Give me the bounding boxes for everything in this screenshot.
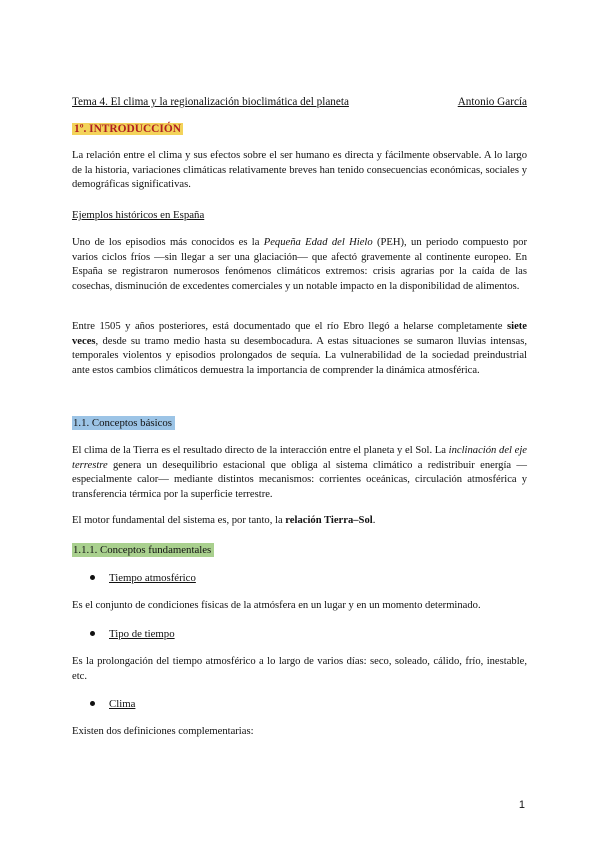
examples-heading: Ejemplos históricos en España xyxy=(72,209,205,221)
peh-paragraph xyxy=(72,236,527,294)
header-topic: Tema 4. El clima y la regionalización bioclimática del planeta xyxy=(72,96,349,108)
definition-clima: Existen dos definiciones complementarias: xyxy=(72,726,254,737)
motor-text-b: . xyxy=(372,515,376,526)
earth-sun-text-b: genera un desequilibrio estacional que obliga al sistema climático a redistribuir energía —especialmente calor— mediante distintos mecanismos: corrientes oceánicas, circulación atmosférica y transferencia térmica por la superficie terrestre. xyxy=(72,459,527,500)
earth-sun-emphasis: inclinación del eje terrestre xyxy=(72,445,527,471)
ebro-text-a: Entre 1505 y años posteriores, está documentado que el río Ebro llegó a helarse completamente xyxy=(72,321,507,332)
section-title-conceptos-fundamentales: 1.1.1. Conceptos fundamentales xyxy=(72,543,214,557)
peh-text-a: Uno de los episodios más conocidos es la xyxy=(72,237,264,248)
definition-tipo-de-tiempo: Es la prolongación del tiempo atmosférico a lo largo de varios días: seco, soleado, cálido, frío, inestable, etc. xyxy=(72,656,527,682)
ebro-text-b: , desde su tramo medio hasta su desembocadura. A estas situaciones se sumaron lluvias intensas, temporales violentos y episodios prolongados de sequía. La vulnerabilidad de la sociedad preindustrial ante estos cambios climáticos demuestra la importancia de comprender la dinámica atmosférica. xyxy=(72,335,527,376)
motor-text-a: El motor fundamental del sistema es, por tanto, la xyxy=(72,515,286,526)
section-title-introduccion: 1º. INTRODUCCIÓN xyxy=(74,123,181,135)
bullet-dot-icon xyxy=(90,701,95,706)
bullet-clima xyxy=(90,698,135,710)
definition-tiempo-atmosferico: Es el conjunto de condiciones físicas de la atmósfera en un lugar y en un momento determinado. xyxy=(72,600,481,611)
earth-sun-text-a: El clima de la Tierra es el resultado directo de la interacción entre el planeta y el Sol. La xyxy=(72,445,449,456)
document-page xyxy=(72,0,527,848)
peh-text-b: (PEH), un periodo compuesto por varios ciclos fríos —sin llegar a ser una glaciación— que afectó gravemente al continente europeo. En España se registraron numerosos fenómenos climáticos extremos: crisis agrarias por la caída de las cosechas, disminución de excedentes comerciales y un notable impacto en la disponibilidad de alimentos. xyxy=(72,237,527,292)
intro-paragraph: La relación entre el clima y sus efectos sobre el ser humano es directa y fácilmente observable. A lo largo de la historia, variaciones climáticas relativamente breves han tenido consecuencias económicas, sociales y demográficas significativas. xyxy=(72,150,527,191)
motor-strong: relación Tierra–Sol xyxy=(285,515,373,526)
header-author: Antonio García xyxy=(457,96,527,108)
bullet-dot-icon xyxy=(90,631,95,636)
peh-emphasis: Pequeña Edad del Hielo xyxy=(263,237,373,248)
bullet-tiempo-atmosferico xyxy=(90,572,196,584)
page-number: 1 xyxy=(518,799,525,811)
bullet-dot-icon xyxy=(90,575,95,580)
ebro-paragraph xyxy=(72,320,527,378)
bullet-label: Tiempo atmosférico xyxy=(109,572,196,584)
motor-paragraph xyxy=(72,514,527,529)
ebro-strong: siete veces xyxy=(72,321,527,347)
earth-sun-paragraph xyxy=(72,444,527,502)
bullet-label: Clima xyxy=(109,698,136,710)
bullet-label: Tipo de tiempo xyxy=(109,628,175,640)
section-title-conceptos-basicos: 1.1. Conceptos básicos xyxy=(72,416,175,430)
bullet-tipo-de-tiempo xyxy=(90,628,175,640)
